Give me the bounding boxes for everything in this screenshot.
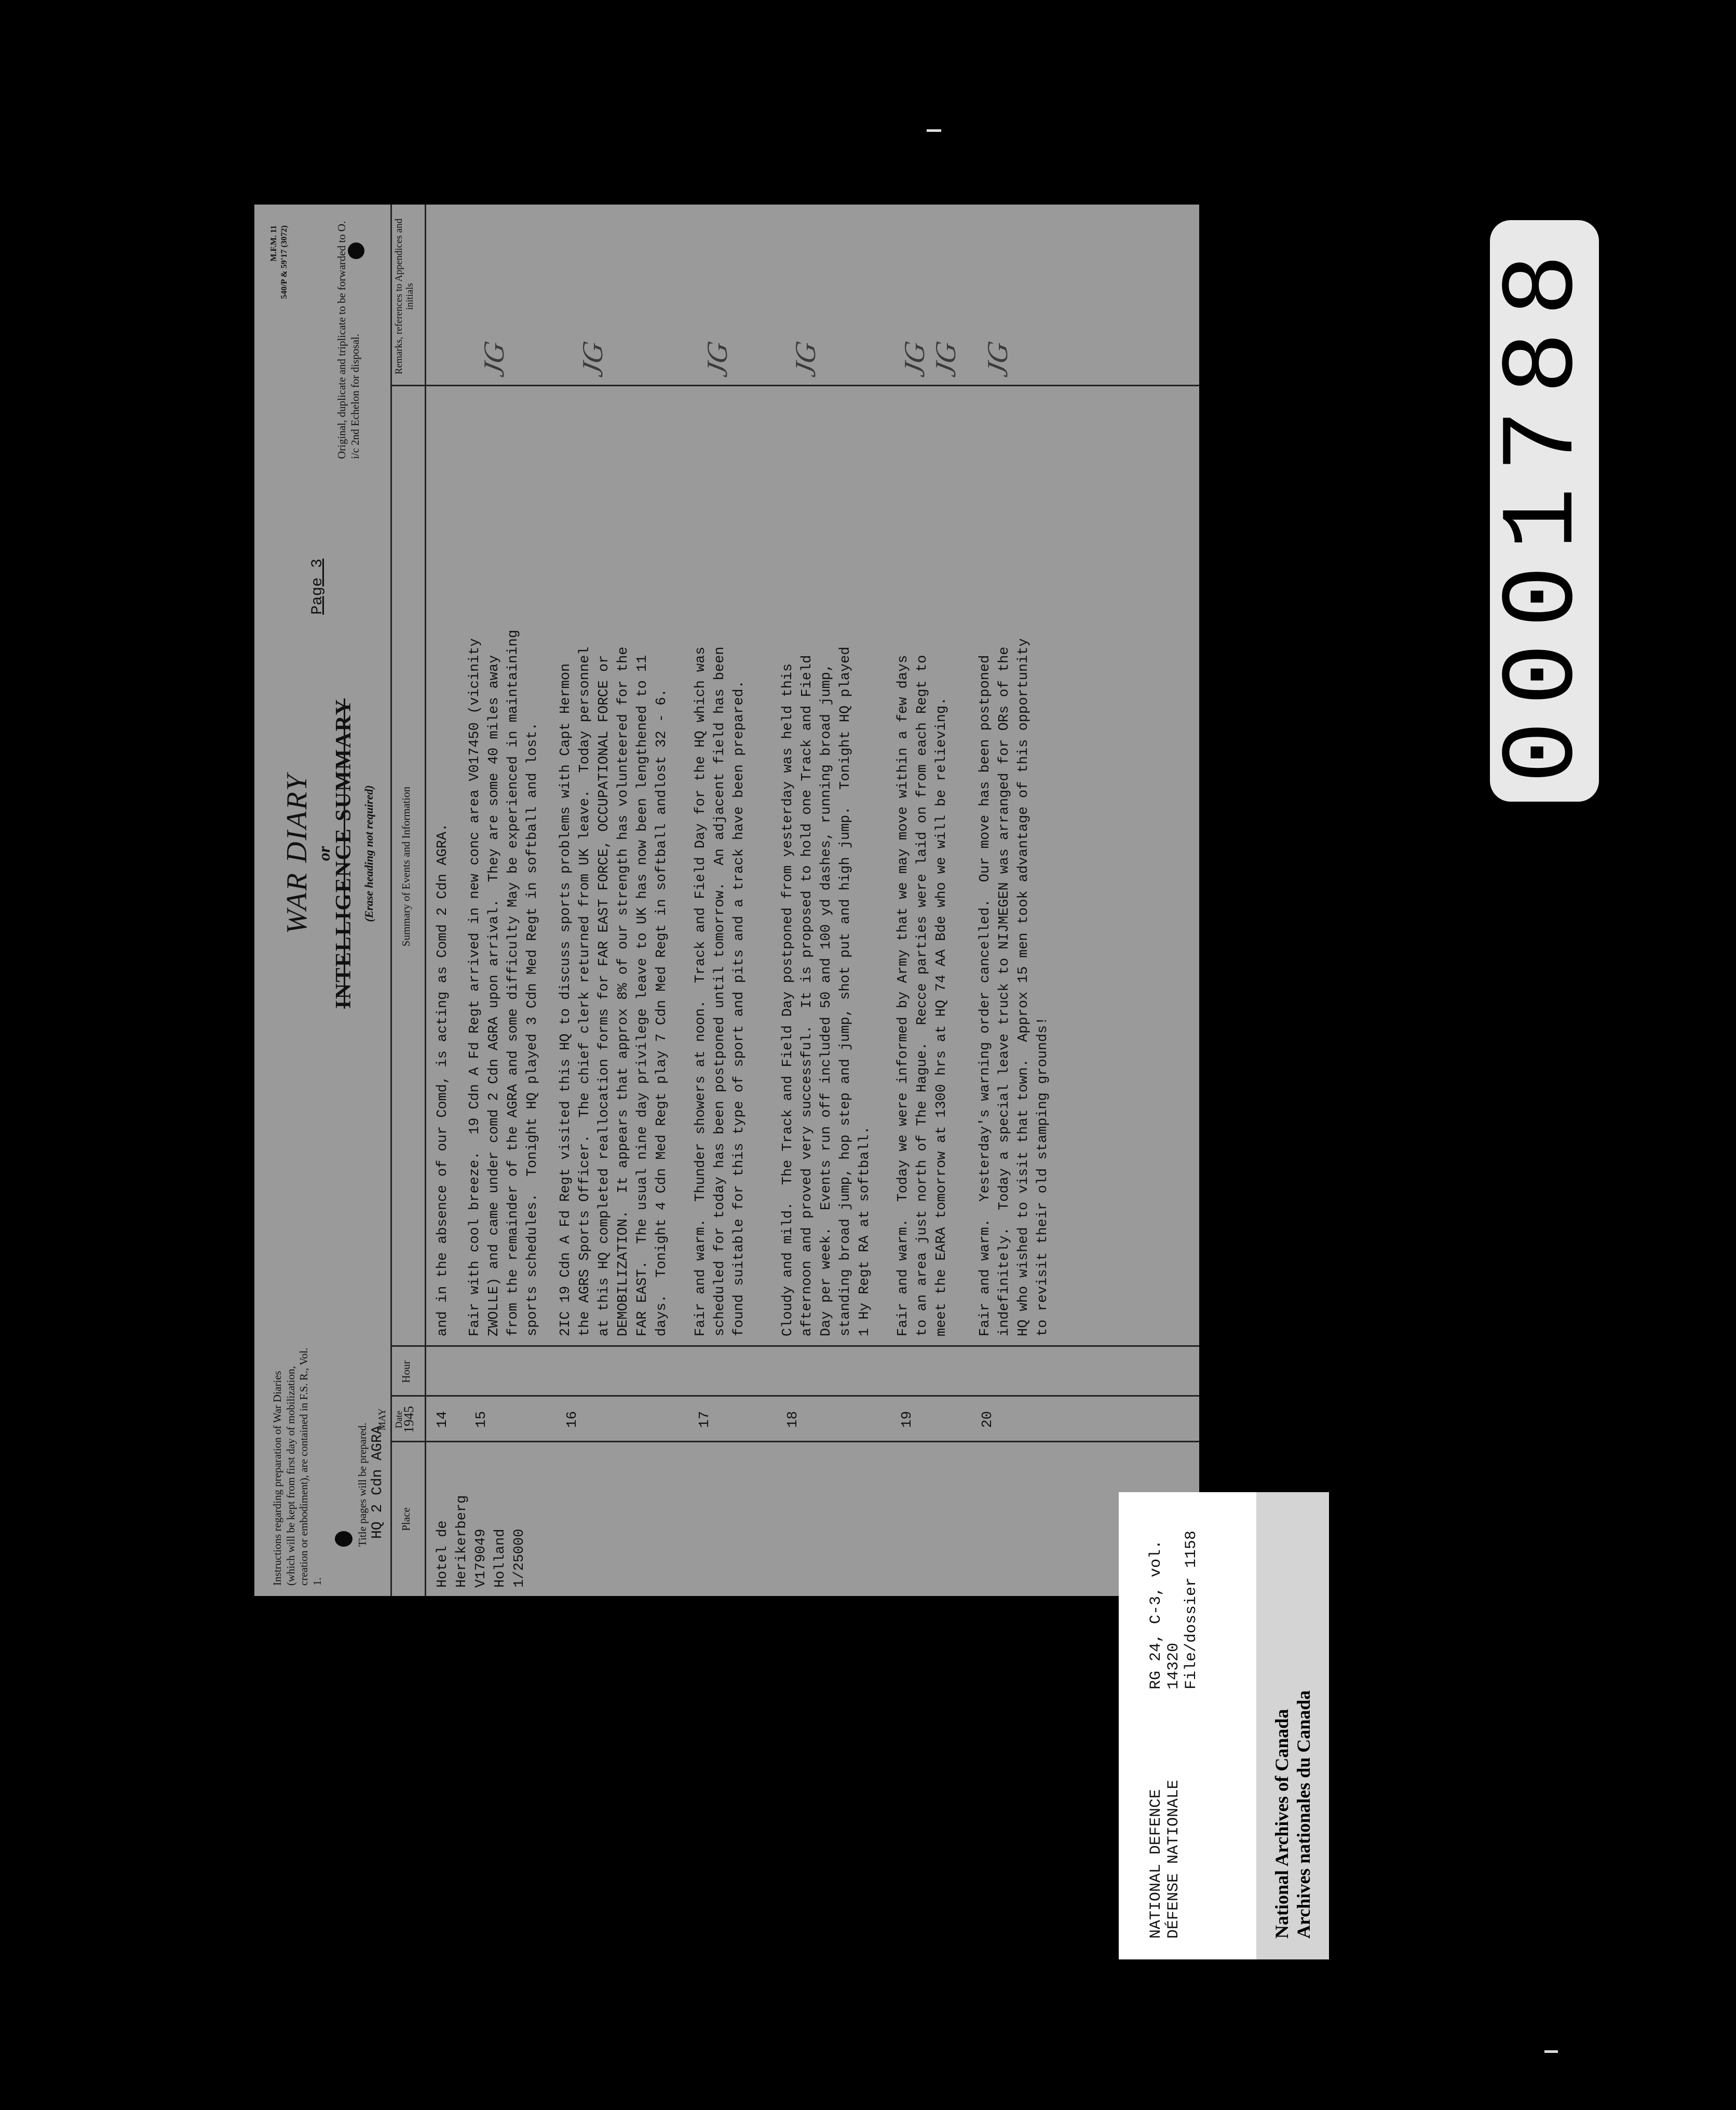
punch-hole xyxy=(335,1531,352,1547)
table-header-rule xyxy=(425,205,426,1596)
intelligence-summary-heading: INTELLIGENCE SUMMARY xyxy=(332,698,356,1009)
punch-hole xyxy=(348,242,364,259)
war-diary-page xyxy=(254,205,1199,1596)
handwritten-initials: JG xyxy=(899,339,931,380)
entry-text: Fair and warm. Today we were informed by Army that we may move within a few days to an area just north of The Hague. Recce parties were laid on from each Regt to meet the EARA tomorrow at 1300 hrs at HQ 74 AA Bde who we will be relieving. xyxy=(896,655,950,1336)
archive-ref-volume: RG 24, C-3, vol. 14320 xyxy=(1147,1539,1183,1689)
place-line: 1/25000 xyxy=(512,1529,527,1588)
header-remarks: Remarks, references to Appendices and initials xyxy=(394,218,415,375)
title-pages-note: Title pages will be prepared. xyxy=(356,1423,369,1547)
entry-text: Fair and warm. Thunder showers at noon. Track and Field Day for the HQ which was scheduled for today has been postponed until tomorrow. An adjacent field has been found suitable for this type of sport and pits and a track have been prepared. xyxy=(693,646,747,1336)
entry-date: 14 xyxy=(435,1411,451,1428)
handwritten-initials: JG xyxy=(790,339,822,380)
header-date xyxy=(394,1397,414,1442)
archive-reference-label xyxy=(1119,1492,1256,1959)
place-line: Holland xyxy=(493,1529,508,1588)
header-date-label: Date xyxy=(394,1411,404,1428)
archive-dept-fr: DÉFENSE NATIONALE xyxy=(1165,1779,1183,1939)
entry-text: Fair with cool breeze. 19 Cdn A Fd Regt arrived in new conc area V017450 (vicinity ZWOLLE) and came under comd 2 Cdn AGRA upon arrival. They are some 40 miles away from the remainder of the AGRA and some difficulty May be experienced in maintaining sports schedules. Tonight HQ played 3 Cdn Med Regt in softball and lost. xyxy=(467,629,540,1336)
header-hour: Hour xyxy=(400,1360,412,1383)
form-code-line-2: 540/P & 59'17 (3072) xyxy=(280,225,289,299)
handwritten-initials: JG xyxy=(478,339,510,380)
archive-dept xyxy=(1147,1780,1183,1939)
entry-date: 16 xyxy=(565,1411,580,1428)
microfilm-frame-number: 0001788 xyxy=(1490,220,1599,802)
entry-text: Fair and warm. Yesterday's warning order cancelled. Our move has been postponed indefinitely. Today a special leave truck to NIJMEGEN was arranged for ORs of the HQ who wished to visit that town. Approx 15 men took advantage of this opportunity to revisit their old stamping grounds! xyxy=(978,638,1051,1336)
entry-text: 2IC 19 Cdn A Fd Regt visited this HQ to discuss sports problems with Capt Hermon the AGRS Sports Officer. The chief clerk returned from UK leave. Today personnel at this HQ completed reallocation forms for FAR EAST FORCE, OCCUPATIONAL FORCE or DEMOBILIZATION. It appears that approx 8% of our strength has volunteered for the FAR EAST. The usual nine day privilege leave to UK has now been lengthened to 11 days. Tonight 4 Cdn Med Regt play 7 Cdn Med Regt in softball andlost 32 - 6. xyxy=(558,646,670,1336)
archive-institution-label xyxy=(1256,1492,1329,1959)
handwritten-initials: JG xyxy=(982,339,1014,380)
film-speck xyxy=(927,129,941,132)
archive-institution-en: National Archives of Canada xyxy=(1271,1709,1292,1939)
table-top-rule xyxy=(390,205,392,1596)
header-month: MAY xyxy=(377,1408,388,1431)
handwritten-initials: JG xyxy=(577,339,609,380)
handwritten-initials: JG xyxy=(930,339,962,380)
entry-date: 20 xyxy=(980,1411,996,1428)
handwritten-initials: JG xyxy=(701,339,734,380)
place-line: V179049 xyxy=(473,1529,489,1588)
entry-date: 19 xyxy=(900,1411,915,1428)
header-place: Place xyxy=(400,1507,412,1531)
entry-text: and in the absence of our Comd, is acting as Comd 2 Cdn AGRA. xyxy=(435,823,451,1336)
archive-ref xyxy=(1147,1492,1200,1689)
place-line: Herikerberg xyxy=(454,1495,470,1588)
entry-date: 17 xyxy=(697,1411,713,1428)
entry-text: Cloudy and mild. The Track and Field Day postponed from yesterday was held this afternoon and proved very successful. It is proposed to hold one Track and Field Day per week. Events run off included 50 and 100 yd dashes, running broad jump, standing broad jump, hop step and jump, shot put and high jump. Tonight HQ played 1 Hy Regt RA at softball. xyxy=(780,646,873,1336)
instructions-text: Instructions regarding preparation of War Diaries (which will be kept from first day of mobilization, creation or embodiment), are contained in F.S. R., Vol. 1. xyxy=(271,1347,323,1586)
archive-institution xyxy=(1271,1690,1314,1939)
column-rule xyxy=(390,1345,1199,1347)
header-summary: Summary of Events and Information xyxy=(400,787,412,946)
archive-institution-fr: Archives nationales du Canada xyxy=(1293,1690,1314,1939)
column-rule xyxy=(390,1395,1199,1397)
diary-title: WAR DIARY xyxy=(281,773,313,934)
entry-date: 15 xyxy=(474,1411,490,1428)
unit-name: HQ 2 Cdn AGRA xyxy=(370,1425,386,1539)
archive-ref-file: File/dossier 1158 xyxy=(1183,1530,1200,1689)
header-year: 1945 xyxy=(401,1406,416,1433)
film-speck xyxy=(1544,2050,1558,2053)
place-line: Hotel de xyxy=(435,1520,451,1588)
original-duplicate-note: Original, duplicate and triplicate to be forwarded to O. i/c 2nd Echelon for disposal. xyxy=(335,221,362,459)
form-code xyxy=(269,225,290,299)
page-number: Page 3 xyxy=(309,558,327,615)
entry-date: 18 xyxy=(785,1411,801,1428)
diary-or: or xyxy=(315,846,333,861)
erase-heading-note: (Erase heading not required) xyxy=(362,785,375,922)
form-code-line-1: M.F.M. 11 xyxy=(269,225,278,262)
column-rule xyxy=(390,385,1199,386)
archive-dept-en: NATIONAL DEFENCE xyxy=(1147,1789,1165,1939)
